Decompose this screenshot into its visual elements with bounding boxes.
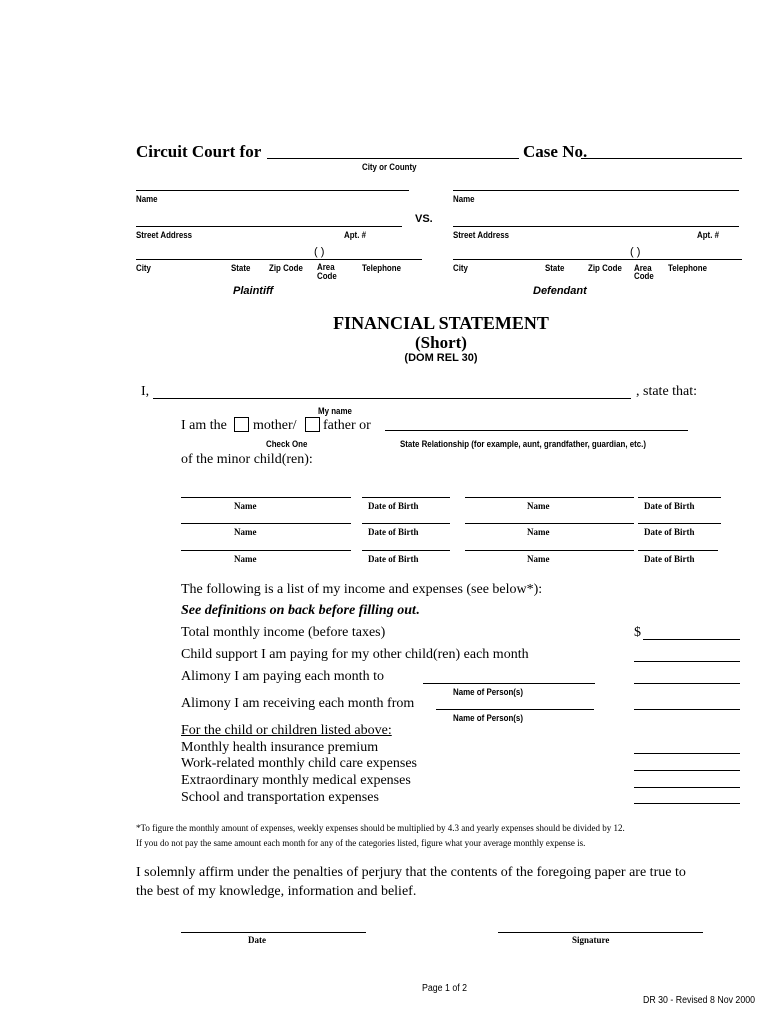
- medical-field[interactable]: [634, 787, 740, 788]
- plaintiff-area-code-paren: ( ): [314, 246, 325, 258]
- defendant-apt-caption: Apt. #: [697, 230, 720, 240]
- form-code: (DOM REL 30): [404, 352, 478, 364]
- plaintiff-area-caption: Area: [317, 262, 335, 272]
- plaintiff-city-field[interactable]: [136, 259, 422, 260]
- footnote-line-2: If you do not pay the same amount each month for any of the categories listed, figure what your average monthly expense is.: [136, 838, 586, 848]
- form-revision: DR 30 - Revised 8 Nov 2000: [643, 995, 756, 1006]
- child-5-name-field[interactable]: [181, 550, 351, 551]
- dollar-sign: $: [634, 625, 641, 640]
- declarant-i-label: I,: [141, 384, 150, 399]
- signature-caption: Signature: [572, 935, 610, 945]
- child-6-name-caption: Name: [527, 554, 550, 564]
- form-subtitle: (Short): [415, 333, 467, 352]
- father-or-label: father or: [323, 418, 371, 433]
- alimony-paying-label: Alimony I am paying each month to: [181, 669, 384, 684]
- defendant-role: Defendant: [533, 285, 587, 297]
- my-name-caption: My name: [318, 406, 352, 416]
- alimony-receiving-person-caption: Name of Person(s): [453, 713, 523, 723]
- defendant-state-caption: State: [545, 263, 565, 273]
- child-4-name-field[interactable]: [465, 523, 634, 524]
- signature-field[interactable]: [498, 932, 703, 933]
- school-field[interactable]: [634, 803, 740, 804]
- circuit-court-label: Circuit Court for: [136, 142, 262, 161]
- vs-label: VS.: [415, 213, 433, 225]
- child-care-label: Work-related monthly child care expenses: [181, 756, 418, 771]
- date-caption: Date: [248, 935, 266, 945]
- affirmation-line-2: the best of my knowledge, information and belief.: [136, 884, 417, 899]
- child-4-dob-field[interactable]: [638, 523, 721, 524]
- defendant-street-caption: Street Address: [453, 230, 510, 240]
- child-support-label: Child support I am paying for my other child(ren) each month: [181, 647, 529, 662]
- child-2-name-caption: Name: [527, 501, 550, 511]
- defendant-street-field[interactable]: [453, 226, 739, 227]
- child-2-dob-caption: Date of Birth: [644, 501, 695, 511]
- plaintiff-street-caption: Street Address: [136, 230, 193, 240]
- plaintiff-code-caption: Code: [317, 271, 337, 281]
- defendant-city-field[interactable]: [453, 259, 742, 260]
- minor-children-label: of the minor child(ren):: [181, 452, 313, 467]
- child-2-name-field[interactable]: [465, 497, 634, 498]
- health-insurance-label: Monthly health insurance premium: [181, 740, 379, 755]
- state-relationship-caption: State Relationship (for example, aunt, grandfather, guardian, etc.): [400, 439, 647, 449]
- child-5-dob-caption: Date of Birth: [368, 554, 419, 564]
- see-definitions-line: [181, 603, 419, 619]
- plaintiff-zip-caption: Zip Code: [269, 263, 303, 273]
- circuit-court-field[interactable]: [267, 158, 519, 159]
- case-no-field[interactable]: [581, 158, 742, 159]
- child-5-dob-field[interactable]: [362, 550, 450, 551]
- plaintiff-telephone-caption: Telephone: [362, 263, 402, 273]
- child-6-name-field[interactable]: [465, 550, 634, 551]
- father-checkbox[interactable]: [305, 417, 320, 432]
- total-income-field[interactable]: [643, 639, 740, 640]
- school-label: School and transportation expenses: [181, 790, 379, 805]
- mother-checkbox[interactable]: [234, 417, 249, 432]
- child-1-name-caption: Name: [234, 501, 257, 511]
- child-2-dob-field[interactable]: [638, 497, 721, 498]
- plaintiff-state-caption: State: [231, 263, 251, 273]
- child-1-dob-field[interactable]: [362, 497, 450, 498]
- income-intro: The following is a list of my income and expenses (see below*):: [181, 582, 543, 597]
- alimony-receiving-person-field[interactable]: [436, 709, 594, 710]
- child-6-dob-field[interactable]: [638, 550, 718, 551]
- relationship-field[interactable]: [385, 430, 688, 431]
- footnote-line-1: *To figure the monthly amount of expenses, weekly expenses should be multiplied by 4.3 and yearly expenses should be divided by 12.: [136, 823, 625, 833]
- child-1-name-field[interactable]: [181, 497, 351, 498]
- child-1-dob-caption: Date of Birth: [368, 501, 419, 511]
- defendant-code-caption: Code: [634, 271, 654, 281]
- plaintiff-role: Plaintiff: [233, 285, 274, 297]
- plaintiff-name-caption: Name: [136, 194, 158, 204]
- child-3-name-caption: Name: [234, 527, 257, 537]
- affirmation-line-1: I solemnly affirm under the penalties of perjury that the contents of the foregoing paper are true to: [136, 865, 686, 880]
- child-care-field[interactable]: [634, 770, 740, 771]
- alimony-receiving-amount-field[interactable]: [634, 709, 740, 710]
- see-definitions-text: See definitions on back before filling out: [181, 603, 416, 618]
- child-support-field[interactable]: [634, 661, 740, 662]
- plaintiff-name-field[interactable]: [136, 190, 409, 191]
- see-definitions-period: .: [415, 603, 420, 618]
- child-3-name-field[interactable]: [181, 523, 351, 524]
- child-3-dob-field[interactable]: [362, 523, 450, 524]
- case-no-label: Case No.: [523, 142, 588, 161]
- defendant-area-code-paren: ( ): [630, 246, 641, 258]
- alimony-paying-amount-field[interactable]: [634, 683, 740, 684]
- child-5-name-caption: Name: [234, 554, 257, 564]
- plaintiff-street-field[interactable]: [136, 226, 402, 227]
- health-insurance-field[interactable]: [634, 753, 740, 754]
- check-one-caption: Check One: [266, 439, 308, 449]
- city-or-county-caption: City or County: [362, 162, 417, 172]
- i-am-the-label: I am the: [181, 418, 227, 433]
- date-field[interactable]: [181, 932, 366, 933]
- child-3-dob-caption: Date of Birth: [368, 527, 419, 537]
- state-that-label: , state that:: [636, 384, 698, 399]
- defendant-city-caption: City: [453, 263, 468, 273]
- alimony-paying-person-field[interactable]: [423, 683, 595, 684]
- defendant-zip-caption: Zip Code: [588, 263, 622, 273]
- medical-label: Extraordinary monthly medical expenses: [181, 773, 411, 788]
- page-number: Page 1 of 2: [422, 983, 468, 994]
- for-children-heading: For the child or children listed above:: [181, 723, 392, 738]
- defendant-telephone-caption: Telephone: [668, 263, 708, 273]
- defendant-area-caption: Area: [634, 263, 652, 273]
- child-6-dob-caption: Date of Birth: [644, 554, 695, 564]
- plaintiff-city-caption: City: [136, 263, 151, 273]
- total-income-label: Total monthly income (before taxes): [181, 625, 386, 640]
- plaintiff-apt-caption: Apt. #: [344, 230, 367, 240]
- declarant-name-field[interactable]: [153, 398, 631, 399]
- child-4-name-caption: Name: [527, 527, 550, 537]
- form-title: FINANCIAL STATEMENT: [333, 313, 549, 333]
- defendant-name-field[interactable]: [453, 190, 739, 191]
- mother-label: mother/: [253, 418, 297, 433]
- child-4-dob-caption: Date of Birth: [644, 527, 695, 537]
- alimony-receiving-label: Alimony I am receiving each month from: [181, 696, 415, 711]
- defendant-name-caption: Name: [453, 194, 475, 204]
- alimony-paying-person-caption: Name of Person(s): [453, 687, 523, 697]
